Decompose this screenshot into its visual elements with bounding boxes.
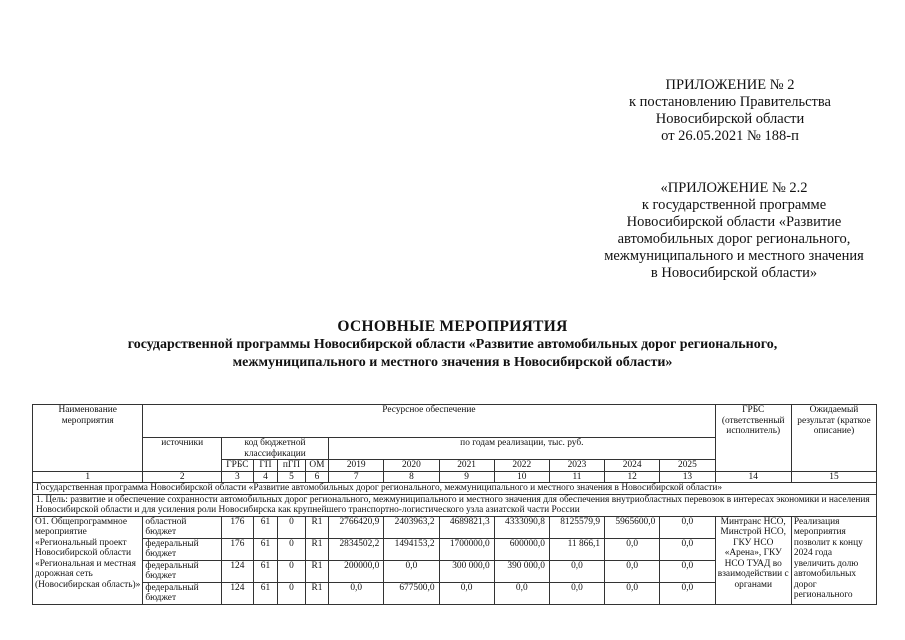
value-cell: 0,0 — [439, 582, 494, 604]
value-cell: 0,0 — [660, 538, 715, 560]
program-row — [33, 483, 877, 495]
appendix-line: Новосибирской области «Развитие — [626, 214, 842, 230]
appendix-line: в Новосибирской области» — [650, 265, 818, 281]
header-name: Наименование мероприятия — [33, 405, 143, 472]
source-cell: федеральный бюджет — [143, 582, 222, 604]
column-number: 8 — [384, 471, 439, 483]
value-cell: 0,0 — [329, 582, 384, 604]
appendix-line: от 26.05.2021 № 188-п — [661, 128, 799, 144]
column-number: 7 — [329, 471, 384, 483]
result-cell: Реализация мероприятия позволит к концу 2024 года увеличить долю автомобильных дорог регионального — [791, 516, 876, 604]
measures-table — [32, 404, 877, 605]
value-cell: 0,0 — [549, 582, 604, 604]
column-number: 3 — [221, 471, 253, 483]
code-gp-cell: 61 — [253, 538, 277, 560]
program-appendix-header — [580, 180, 888, 282]
column-number: 2 — [143, 471, 222, 483]
column-number: 6 — [305, 471, 328, 483]
value-cell: 0,0 — [660, 516, 715, 538]
header-year: 2025 — [660, 460, 715, 472]
value-cell: 4333090,8 — [494, 516, 549, 538]
column-number: 1 — [33, 471, 143, 483]
appendix-line: ПРИЛОЖЕНИЕ № 2 — [665, 77, 795, 93]
code-gp-cell: 61 — [253, 560, 277, 582]
document-title — [0, 318, 905, 372]
title-subtitle-line: межмуниципального и местного значения в Новосибирской области» — [232, 355, 673, 370]
value-cell: 0,0 — [549, 560, 604, 582]
source-cell: федеральный бюджет — [143, 538, 222, 560]
value-cell: 300 000,0 — [439, 560, 494, 582]
column-number: 9 — [439, 471, 494, 483]
column-number: 10 — [494, 471, 549, 483]
header-year: 2023 — [549, 460, 604, 472]
header-year: 2020 — [384, 460, 439, 472]
measure-name-cell: О1. Общепрограммное мероприятие «Региональный проект Новосибирской области «Региональная и местная дорожная сеть (Новосибирская область)» — [33, 516, 143, 604]
value-cell: 5965600,0 — [605, 516, 660, 538]
code-grbs-cell: 176 — [221, 516, 253, 538]
value-cell: 0,0 — [494, 582, 549, 604]
code-om-cell: R1 — [305, 560, 328, 582]
value-cell: 2766420,9 — [329, 516, 384, 538]
header-year: 2022 — [494, 460, 549, 472]
header-grbs: ГРБС (ответственный исполнитель) — [715, 405, 791, 472]
column-number: 13 — [660, 471, 715, 483]
header-resources: Ресурсное обеспечение — [143, 405, 715, 438]
appendix-line: межмуниципального и местного значения — [604, 248, 864, 264]
code-pgp-cell: 0 — [278, 538, 306, 560]
header-code-gp: ГП — [253, 460, 277, 472]
appendix-line: к государственной программе — [641, 197, 827, 213]
column-number: 11 — [549, 471, 604, 483]
code-om-cell: R1 — [305, 582, 328, 604]
value-cell: 390 000,0 — [494, 560, 549, 582]
header-sources: источники — [143, 438, 222, 472]
value-cell: 0,0 — [605, 538, 660, 560]
value-cell: 200000,0 — [329, 560, 384, 582]
code-pgp-cell: 0 — [278, 560, 306, 582]
code-pgp-cell: 0 — [278, 582, 306, 604]
table-row — [33, 516, 877, 538]
value-cell: 4689821,3 — [439, 516, 494, 538]
source-cell: федеральный бюджет — [143, 560, 222, 582]
source-cell: областной бюджет — [143, 516, 222, 538]
value-cell: 0,0 — [605, 560, 660, 582]
value-cell: 0,0 — [660, 560, 715, 582]
appendix-header — [600, 77, 860, 145]
code-om-cell: R1 — [305, 538, 328, 560]
code-om-cell: R1 — [305, 516, 328, 538]
header-byyear: по годам реализации, тыс. руб. — [329, 438, 715, 460]
code-gp-cell: 61 — [253, 582, 277, 604]
code-grbs-cell: 176 — [221, 538, 253, 560]
appendix-line: к постановлению Правительства — [629, 94, 831, 110]
title-subtitle-line: государственной программы Новосибирской области «Развитие автомобильных дорог регионального, — [127, 337, 778, 352]
title-main: ОСНОВНЫЕ МЕРОПРИЯТИЯ — [337, 318, 568, 335]
value-cell: 0,0 — [384, 560, 439, 582]
goal-row — [33, 494, 877, 516]
column-number: 14 — [715, 471, 791, 483]
column-number: 5 — [278, 471, 306, 483]
column-number: 15 — [791, 471, 876, 483]
header-code-grbs: ГРБС — [221, 460, 253, 472]
header-year: 2021 — [439, 460, 494, 472]
header-year: 2024 — [605, 460, 660, 472]
value-cell: 8125579,9 — [549, 516, 604, 538]
header-code-om: ОМ — [305, 460, 328, 472]
value-cell: 1494153,2 — [384, 538, 439, 560]
header-result: Ожидаемый результат (краткое описание) — [791, 405, 876, 472]
code-pgp-cell: 0 — [278, 516, 306, 538]
value-cell: 11 866,1 — [549, 538, 604, 560]
column-number: 4 — [253, 471, 277, 483]
header-code: код бюджетной классификации — [221, 438, 328, 460]
code-grbs-cell: 124 — [221, 560, 253, 582]
value-cell: 0,0 — [660, 582, 715, 604]
code-grbs-cell: 124 — [221, 582, 253, 604]
appendix-line: «ПРИЛОЖЕНИЕ № 2.2 — [660, 180, 808, 196]
goal-cell: 1. Цель: развитие и обеспечение сохранности автомобильных дорог регионального, межмуниципального и местного значения для обеспечения внутриобластных перевозок в интересах экономики и населения Новосибирской области и для усиления роли Новосибирска как крупнейшего транспортно-логистического узла азиатской части России — [33, 494, 877, 516]
value-cell: 1700000,0 — [439, 538, 494, 560]
value-cell: 0,0 — [605, 582, 660, 604]
code-gp-cell: 61 — [253, 516, 277, 538]
value-cell: 600000,0 — [494, 538, 549, 560]
column-number-row — [33, 471, 877, 483]
value-cell: 2834502,2 — [329, 538, 384, 560]
header-row — [33, 405, 877, 438]
appendix-line: автомобильных дорог регионального, — [617, 231, 851, 247]
column-number: 12 — [605, 471, 660, 483]
appendix-line: Новосибирской области — [655, 111, 805, 127]
value-cell: 677500,0 — [384, 582, 439, 604]
program-title-cell: Государственная программа Новосибирской области «Развитие автомобильных дорог регионального, межмуниципального и местного значения в Новосибирской области» — [33, 483, 877, 495]
value-cell: 2403963,2 — [384, 516, 439, 538]
header-code-pgp: пГП — [278, 460, 306, 472]
grbs-cell: Минтранс НСО, Минстрой НСО, ГКУ НСО «Арена», ГКУ НСО ТУАД во взаимодействии с органами — [715, 516, 791, 604]
header-year: 2019 — [329, 460, 384, 472]
